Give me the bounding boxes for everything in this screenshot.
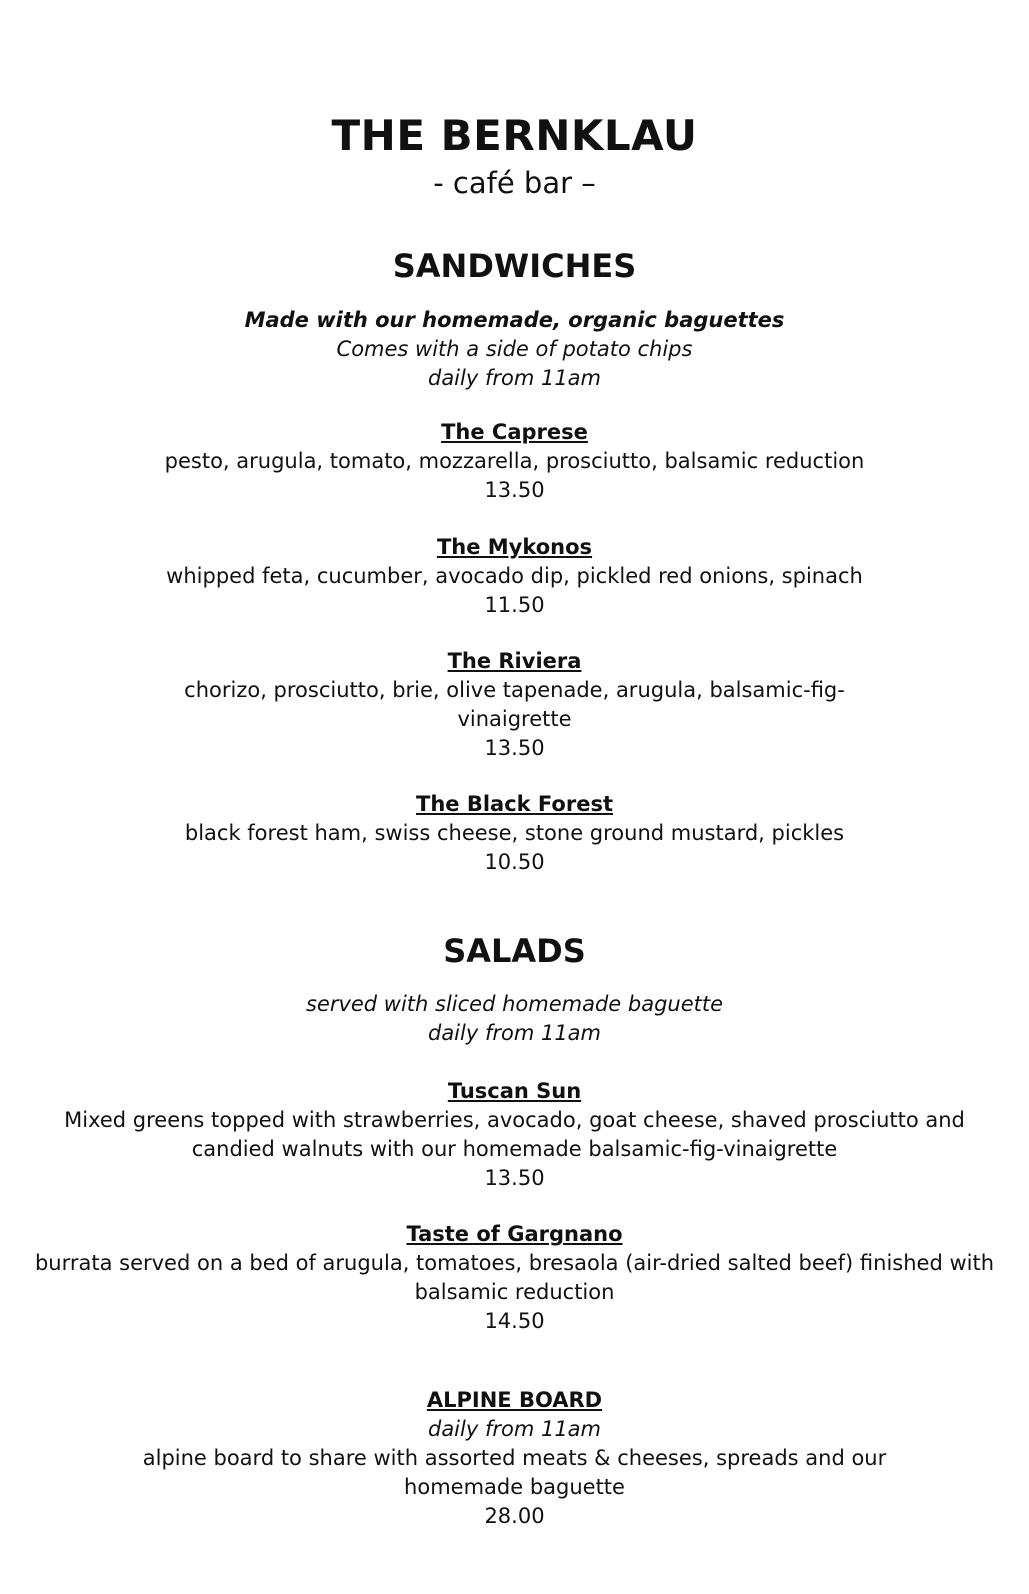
item-description: pesto, arugula, tomato, mozzarella, prosciutto, balsamic reduction xyxy=(164,449,865,473)
item-price: 10.50 xyxy=(484,850,545,874)
item-name: The Black Forest xyxy=(416,792,613,816)
item-name: The Riviera xyxy=(447,649,582,673)
item-description: burrata served on a bed of arugula, tomatoes, bresaola (air-dried salted beef) finished with balsamic reduction xyxy=(34,1251,995,1304)
menu-item-caprese xyxy=(0,418,1029,505)
item-name: Tuscan Sun xyxy=(447,1079,582,1103)
item-price: 11.50 xyxy=(484,593,545,617)
menu-item-alpine-board xyxy=(0,1386,1029,1531)
menu-item-taste-of-gargnano xyxy=(0,1220,1029,1336)
salads-intro-line1: served with sliced homemade baguette xyxy=(305,992,724,1016)
item-description: Mixed greens topped with strawberries, avocado, goat cheese, shaved prosciutto and candied walnuts with our homemade balsamic-fig-vinaigrette xyxy=(64,1108,965,1161)
item-description: alpine board to share with assorted meats & cheeses, spreads and our homemade baguette xyxy=(142,1446,887,1499)
salads-intro-line2: daily from 11am xyxy=(427,1021,602,1045)
restaurant-title: THE BERNKLAU xyxy=(331,111,698,160)
item-availability: daily from 11am xyxy=(427,1417,602,1441)
item-name: The Caprese xyxy=(441,420,588,444)
item-price: 13.50 xyxy=(484,1166,545,1190)
item-name: The Mykonos xyxy=(436,535,593,559)
item-name: Taste of Gargnano xyxy=(406,1222,623,1246)
sandwiches-intro xyxy=(0,306,1029,393)
restaurant-subtitle: - café bar – xyxy=(433,166,596,200)
item-name: ALPINE BOARD xyxy=(426,1388,603,1412)
sandwiches-intro-line1: Comes with a side of potato chips xyxy=(336,337,693,361)
salads-intro xyxy=(0,990,1029,1048)
menu-item-tuscan-sun xyxy=(0,1077,1029,1193)
sandwiches-intro-line2: daily from 11am xyxy=(427,366,602,390)
salads-heading: SALADS xyxy=(443,932,586,970)
item-price: 28.00 xyxy=(484,1504,545,1528)
item-price: 13.50 xyxy=(484,736,545,760)
sandwiches-intro-bold: Made with our homemade, organic baguettes xyxy=(244,308,785,332)
salads-section xyxy=(0,929,1029,973)
sandwiches-section xyxy=(0,244,1029,288)
menu-item-mykonos xyxy=(0,533,1029,620)
menu-item-riviera xyxy=(0,647,1029,763)
item-description: black forest ham, swiss cheese, stone ground mustard, pickles xyxy=(184,821,845,845)
item-description: whipped feta, cucumber, avocado dip, pickled red onions, spinach xyxy=(166,564,863,588)
sandwiches-heading: SANDWICHES xyxy=(392,247,637,285)
item-price: 13.50 xyxy=(484,478,545,502)
item-price: 14.50 xyxy=(484,1309,545,1333)
item-description: chorizo, prosciutto, brie, olive tapenade, arugula, balsamic-fig-vinaigrette xyxy=(184,678,845,731)
menu-item-black-forest xyxy=(0,790,1029,877)
